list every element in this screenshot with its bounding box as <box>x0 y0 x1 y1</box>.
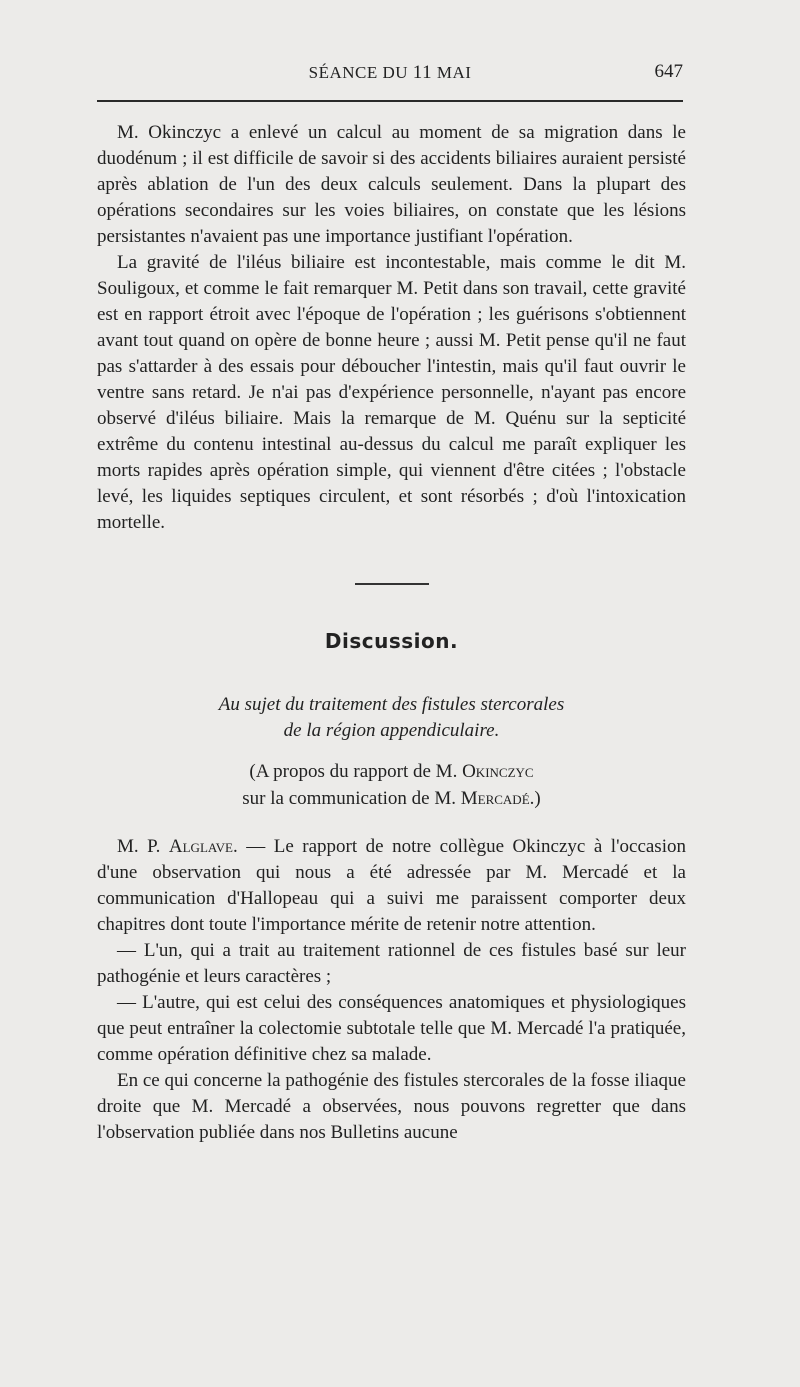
paragraph-first-chapter: — L'un, qui a trait au traitement rationnel de ces fistules basé sur leur pathogénie et leurs caractères ; <box>97 940 686 987</box>
running-head <box>97 62 683 88</box>
running-title-suffix: MAI <box>432 63 472 82</box>
header-rule <box>97 100 683 102</box>
reference-line-2-close: .) <box>529 788 541 809</box>
paragraph-pathogenie: En ce qui concerne la pathogénie des fistules stercorales de la fosse iliaque droite que M. Mercadé a observées, nous pouvons regretter que dans l'observation publiée dans nos Bulletins aucune <box>97 1070 686 1143</box>
reference-name-okinczyc: Okinczyc <box>462 761 534 782</box>
alglave-intervention <box>97 834 686 1146</box>
body-text <box>97 120 686 1146</box>
reference-line-1 <box>97 758 686 785</box>
discussion-heading: Discussion. <box>324 629 459 653</box>
reference-note <box>97 758 686 812</box>
paragraph-second-chapter: — L'autre, qui est celui des conséquences anatomiques et physiologiques que peut entraîner la colectomie subtotale telle que M. Mercadé l'a pratiquée, comme opération définitive chez sa malade. <box>97 992 686 1065</box>
section-separator <box>355 583 429 585</box>
subtitle-line-1: Au sujet du traitement des fistules stercorales <box>218 694 565 715</box>
reference-name-mercade: Mercadé <box>460 788 530 809</box>
running-title <box>97 62 683 84</box>
paragraph-alglave-text: . — Le rapport de notre collègue Okinczyc à l'occasion d'une observation qui nous a été adressée par M. Mercadé et la communication d'Hallopeau qui a suivi me paraissent comporter deux chapitres dont toute l'importance mérite de retenir notre attention. <box>97 836 686 935</box>
speaker-initials: M. P. <box>117 836 169 857</box>
subtitle-line-2: de la région appendiculaire. <box>283 720 500 741</box>
running-title-prefix: SÉANCE DU <box>308 63 413 82</box>
speaker-name: Alglave <box>168 836 233 857</box>
running-title-day: 11 <box>412 62 433 83</box>
page-number: 647 <box>654 61 683 82</box>
discussion-subtitle <box>97 692 686 744</box>
paragraph-okinczyc: M. Okinczyc a enlevé un calcul au moment de sa migration dans le duodénum ; il est difficile de savoir si des accidents biliaires auraient persisté après ablation de l'un des deux calculs seulement. Dans la plupart des opérations secondaires sur les voies biliaires, on constate que les lésions persistantes n'avaient pas une importance justifiant l'opération. <box>97 122 686 247</box>
reference-line-2-text: sur la communication de M. <box>242 788 461 809</box>
paragraph-gravite: La gravité de l'iléus biliaire est incontestable, mais comme le dit M. Souligoux, et comme le fait remarquer M. Petit dans son travail, cette gravité est en rapport étroit avec l'époque de l'opération ; les guérisons s'obtiennent avant tout quand on opère de bonne heure ; aussi M. Petit pense qu'il ne faut pas s'attarder à des essais pour déboucher l'intestin, mais qu'il faut ouvrir le ventre sans retard. Je n'ai pas d'expérience personnelle, n'ayant pas encore observé d'iléus biliaire. Mais la remarque de M. Quénu sur la septicité extrême du contenu intestinal au-dessus du calcul me paraît expliquer les morts rapides après opération simple, qui viennent d'être citées ; l'obstacle levé, les liquides septiques circulent, et sont résorbés ; d'où l'intoxication mortelle. <box>97 252 686 533</box>
reference-line-1-text: (A propos du rapport de M. <box>249 761 463 782</box>
paragraph-alglave <box>97 834 686 938</box>
reference-line-2 <box>97 785 686 812</box>
